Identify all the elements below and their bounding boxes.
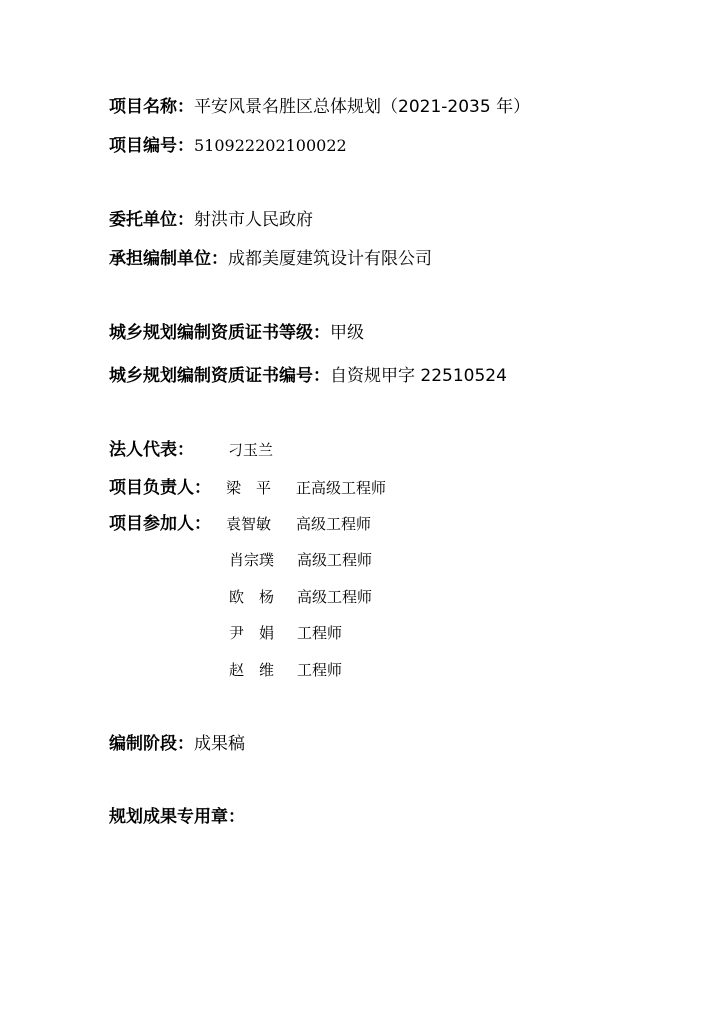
participant-title: 高级工程师: [296, 515, 372, 533]
project-lead-label: 项目负责人：: [109, 478, 211, 498]
qualification-level-label: 城乡规划编制资质证书等级：: [109, 323, 330, 343]
project-name-row: [109, 96, 530, 118]
stage-row: [109, 733, 245, 755]
participants-row: [109, 513, 211, 535]
participant-name: 尹 娟: [229, 624, 275, 642]
participants-label: 项目参加人：: [109, 514, 211, 534]
project-number-label: 项目编号：: [109, 136, 194, 156]
legal-representative-row: [109, 439, 194, 461]
seal-label: 规划成果专用章：: [109, 807, 245, 827]
participant-name: 赵 维: [229, 661, 275, 679]
participant-name: 欧 杨: [229, 588, 275, 606]
project-name-value: 平安风景名胜区总体规划（2021-2035 年）: [194, 97, 531, 117]
project-number-value: 510922202100022: [194, 136, 347, 155]
contractor-label: 承担编制单位：: [109, 249, 228, 269]
participant-name: 肖宗璞: [229, 551, 275, 569]
certificate-number-label: 城乡规划编制资质证书编号：: [109, 366, 330, 386]
participant-title: 高级工程师: [297, 588, 373, 606]
legal-representative-name: 刁玉兰: [228, 441, 274, 459]
client-label: 委托单位：: [109, 210, 194, 230]
qualification-level-value: 甲级: [330, 323, 364, 343]
certificate-number-value: 自资规甲字 22510524: [330, 366, 507, 386]
stage-value: 成果稿: [194, 734, 245, 754]
client-value: 射洪市人民政府: [194, 210, 313, 230]
seal-row: [109, 806, 245, 828]
legal-representative-label: 法人代表：: [109, 440, 194, 460]
project-lead-title: 正高级工程师: [296, 479, 387, 497]
project-name-label: 项目名称：: [109, 97, 194, 117]
participant-title: 高级工程师: [297, 551, 373, 569]
qualification-level-row: [109, 322, 364, 344]
participant-name: 袁智敏: [226, 515, 272, 533]
project-number-row: [109, 135, 347, 157]
stage-label: 编制阶段：: [109, 734, 194, 754]
project-lead-row: [109, 477, 211, 499]
contractor-row: [109, 248, 432, 270]
certificate-number-row: [109, 365, 507, 387]
project-lead-name: 梁 平: [226, 479, 272, 497]
client-row: [109, 209, 313, 231]
contractor-value: 成都美厦建筑设计有限公司: [228, 249, 432, 269]
participant-title: 工程师: [297, 661, 343, 679]
participant-title: 工程师: [297, 624, 343, 642]
